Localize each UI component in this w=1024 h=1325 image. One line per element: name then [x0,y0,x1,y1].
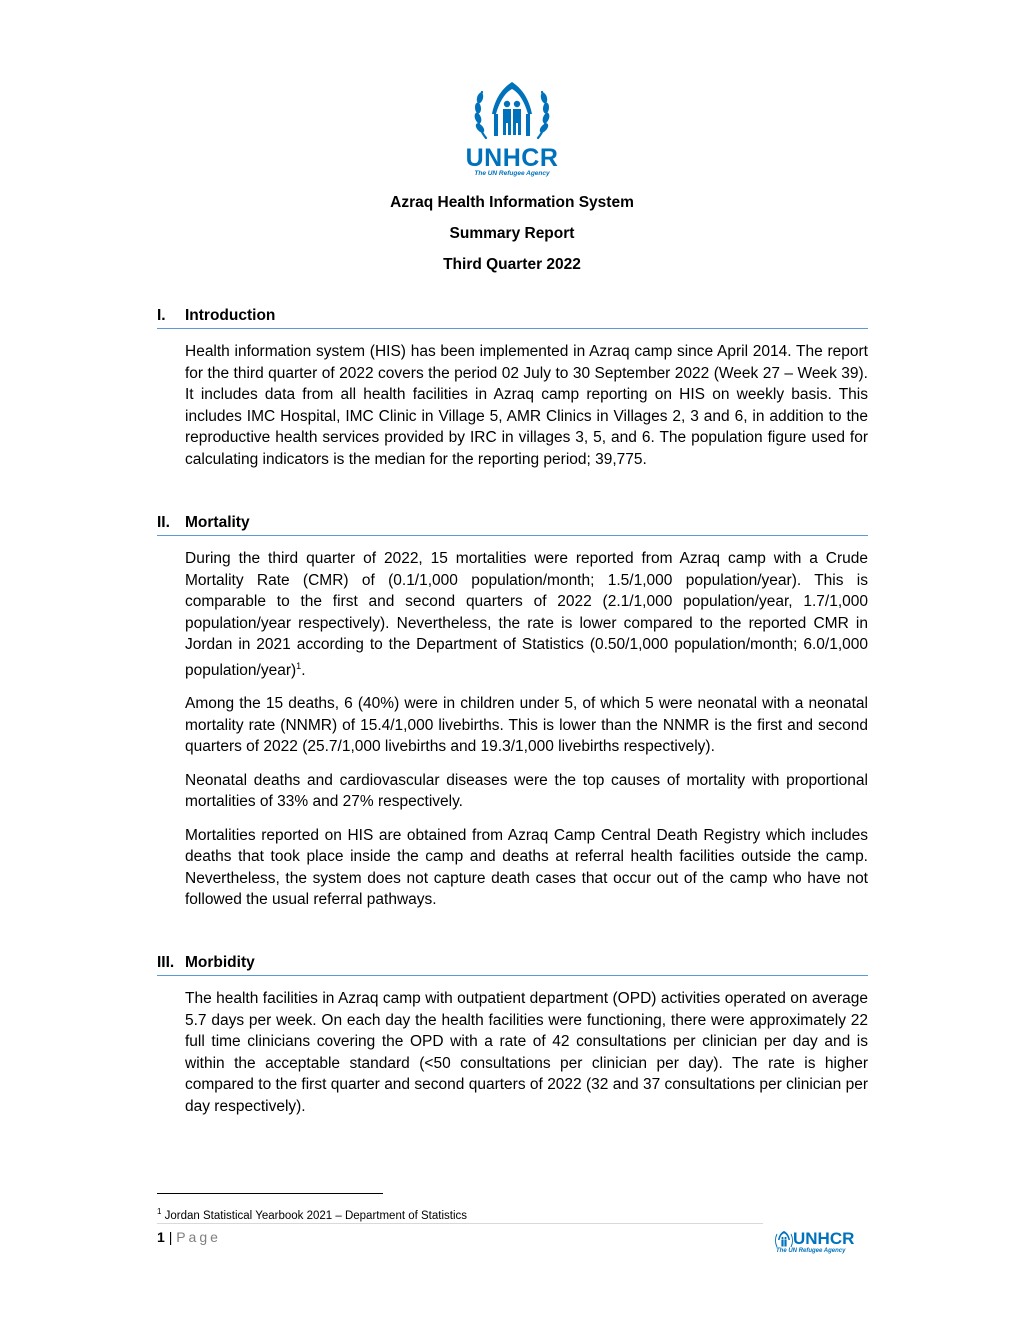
footnote-text: Jordan Statistical Yearbook 2021 – Department of Statistics [164,1209,468,1222]
paragraph-end: . [301,661,306,679]
footer-divider [157,1223,763,1224]
section-title: Mortality [185,514,250,531]
section-heading [157,514,868,536]
report-period: Third Quarter 2022 [443,256,581,273]
paragraph: The health facilities in Azraq camp with outpatient department (OPD) activities operated on average 5.7 days per week. On each day the health facilities were functioning, there were approximately 22 full time clinicians covering the OPD with a rate of 42 consultations per clinician per day and is within the acceptable standard (<50 consultations per clinician per day). The rate is higher compared to the first quarter and second quarters of 2022 (32 and 37 consultations per clinician per day respectively). [185,990,868,1115]
page-label: Page [176,1229,221,1245]
section-mortality [157,514,868,911]
footer-logo-wordmark: UNHCR [793,1229,855,1248]
footer-unhcr-logo [775,1230,875,1260]
section-number: I. [157,307,166,324]
footnote-marker: 1 [157,1207,162,1216]
paragraph: Health information system (HIS) has been implemented in Azraq camp since April 2014. The report for the third quarter of 2022 covers the period 02 July to 30 September 2022 (Week 27 – Week 39). It includes data from all health facilities in Azraq camp reporting on HIS on weekly basis. This includes IMC Hospital, IMC Clinic in Village 5, AMR Clinics in Villages 2, 3 and 6, in addition to the reproductive health services provided by IRC in villages 3, 5, and 6. The population figure used for calculating indicators is the median for the reporting period; 39,775. [185,343,868,468]
section-number: III. [157,954,175,971]
report-title-block [0,193,1024,286]
section-morbidity [157,954,868,1117]
logo-tagline: The UN Refugee Agency [474,170,550,177]
section-title: Introduction [185,307,276,324]
section-heading [157,954,868,976]
page-number-value: 1 [157,1229,165,1245]
paragraph [185,548,868,681]
unhcr-emblem-icon [472,78,552,148]
section-introduction [157,307,868,470]
logo-wordmark: UNHCR [465,144,559,172]
footnote [157,1207,467,1222]
section-title: Morbidity [185,954,255,971]
paragraph: Mortalities reported on HIS are obtained from Azraq Camp Central Death Registry which includes deaths that took place inside the camp and deaths at referral health facilities outside the camp. Nevertheless, the system does not capture death cases that occur out of the camp who have not followed the usual referral pathways. [185,826,868,909]
footnote-divider [157,1193,383,1194]
footnote-reference[interactable]: 1 [296,660,302,671]
report-title: Azraq Health Information System [390,194,634,211]
section-heading [157,307,868,329]
report-subtitle: Summary Report [449,225,575,242]
footer-logo-tagline: The UN Refugee Agency [776,1248,846,1254]
page-separator: | [168,1229,173,1245]
section-number: II. [157,514,170,531]
paragraph-text: During the third quarter of 2022, 15 mortalities were reported from Azraq camp with a Crude Mortality Rate (CMR) of (0.1/1,000 population/month; 1.5/1,000 population/year). This is comparable to the first and second quarters of 2022 (2.1/1,000 population/year, 1.7/1,000 population/year respectively). Nevertheless, the rate is lower compared to the reported CMR in Jordan in 2021 according to the Department of Statistics (0.50/1,000 population/month; 6.0/1,000 population/year) [185,550,868,679]
unhcr-emblem-small-icon [775,1230,793,1250]
paragraph: Among the 15 deaths, 6 (40%) were in children under 5, of which 5 were neonatal with a neonatal mortality rate (NNMR) of 15.4/1,000 livebirths. This is lower than the NNMR is the first and second quarters of 2022 (25.7/1,000 livebirths and 19.3/1,000 livebirths respectively). [185,695,868,756]
page-number [157,1229,221,1245]
unhcr-logo [460,78,564,178]
paragraph: Neonatal deaths and cardiovascular diseases were the top causes of mortality with proportional mortalities of 33% and 27% respectively. [185,771,868,811]
